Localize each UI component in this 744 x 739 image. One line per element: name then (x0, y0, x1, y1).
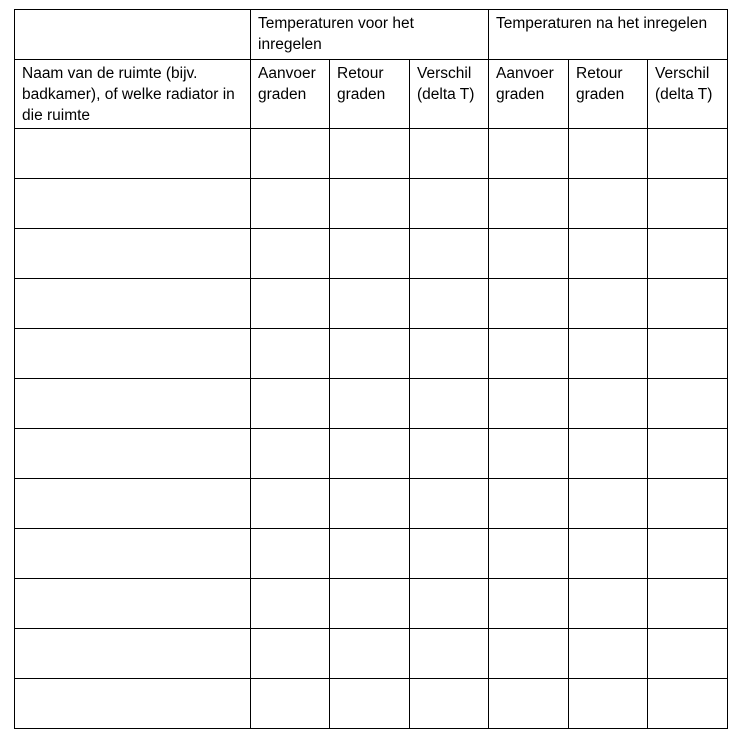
before-delta-cell (410, 529, 489, 579)
table-row (15, 179, 728, 229)
before-return-cell (330, 379, 410, 429)
after-return-cell (569, 179, 648, 229)
after-return-cell (569, 529, 648, 579)
after-return-cell (569, 229, 648, 279)
after-delta-cell (648, 179, 728, 229)
table-row (15, 679, 728, 729)
after-return-cell (569, 329, 648, 379)
table-row (15, 429, 728, 479)
room-name-cell (15, 679, 251, 729)
after-delta-cell (648, 579, 728, 629)
before-return-cell (330, 129, 410, 179)
after-return-cell (569, 429, 648, 479)
after-delta-cell (648, 629, 728, 679)
before-delta-cell (410, 429, 489, 479)
before-delta-cell (410, 279, 489, 329)
before-return-header: Retour graden (330, 60, 410, 129)
after-delta-header: Verschil (delta T) (648, 60, 728, 129)
room-name-cell (15, 429, 251, 479)
room-name-header: Naam van de ruimte (bijv. badkamer), of welke radiator in die ruimte (15, 60, 251, 129)
before-delta-cell (410, 479, 489, 529)
room-name-cell (15, 629, 251, 679)
before-supply-cell (251, 579, 330, 629)
before-return-cell (330, 579, 410, 629)
after-delta-cell (648, 529, 728, 579)
after-supply-cell (489, 329, 569, 379)
after-return-cell (569, 629, 648, 679)
table-row (15, 529, 728, 579)
before-group-header: Temperaturen voor het inregelen (251, 10, 489, 60)
before-supply-header: Aanvoer graden (251, 60, 330, 129)
table-row (15, 379, 728, 429)
before-delta-cell (410, 579, 489, 629)
before-delta-header: Verschil (delta T) (410, 60, 489, 129)
empty-corner-cell (15, 10, 251, 60)
group-header-row (15, 10, 728, 60)
after-supply-cell (489, 529, 569, 579)
after-supply-cell (489, 629, 569, 679)
after-return-cell (569, 379, 648, 429)
table-row (15, 629, 728, 679)
column-header-row (15, 60, 728, 129)
after-supply-cell (489, 129, 569, 179)
before-return-cell (330, 529, 410, 579)
room-name-cell (15, 529, 251, 579)
before-supply-cell (251, 179, 330, 229)
table-row (15, 129, 728, 179)
after-delta-cell (648, 329, 728, 379)
room-name-cell (15, 129, 251, 179)
table-row (15, 229, 728, 279)
before-delta-cell (410, 129, 489, 179)
before-return-cell (330, 229, 410, 279)
room-name-cell (15, 179, 251, 229)
after-group-header: Temperaturen na het inregelen (489, 10, 728, 60)
before-return-cell (330, 329, 410, 379)
before-supply-cell (251, 379, 330, 429)
before-supply-cell (251, 529, 330, 579)
after-delta-cell (648, 279, 728, 329)
room-name-cell (15, 229, 251, 279)
table-row (15, 279, 728, 329)
after-delta-cell (648, 479, 728, 529)
after-supply-cell (489, 279, 569, 329)
after-delta-cell (648, 679, 728, 729)
before-delta-cell (410, 179, 489, 229)
before-supply-cell (251, 329, 330, 379)
after-return-cell (569, 579, 648, 629)
after-supply-cell (489, 679, 569, 729)
after-supply-cell (489, 429, 569, 479)
before-return-cell (330, 429, 410, 479)
after-return-cell (569, 479, 648, 529)
after-supply-header: Aanvoer graden (489, 60, 569, 129)
room-name-cell (15, 329, 251, 379)
after-supply-cell (489, 479, 569, 529)
before-delta-cell (410, 329, 489, 379)
before-return-cell (330, 279, 410, 329)
temperature-form-table (14, 9, 728, 729)
before-supply-cell (251, 429, 330, 479)
after-delta-cell (648, 229, 728, 279)
after-supply-cell (489, 379, 569, 429)
before-return-cell (330, 179, 410, 229)
table-row (15, 329, 728, 379)
room-name-cell (15, 479, 251, 529)
before-supply-cell (251, 629, 330, 679)
before-delta-cell (410, 629, 489, 679)
before-delta-cell (410, 379, 489, 429)
before-supply-cell (251, 679, 330, 729)
room-name-cell (15, 579, 251, 629)
after-return-header: Retour graden (569, 60, 648, 129)
before-delta-cell (410, 229, 489, 279)
after-supply-cell (489, 229, 569, 279)
before-return-cell (330, 679, 410, 729)
room-name-cell (15, 379, 251, 429)
after-return-cell (569, 679, 648, 729)
after-delta-cell (648, 379, 728, 429)
table-row (15, 579, 728, 629)
after-return-cell (569, 279, 648, 329)
before-delta-cell (410, 679, 489, 729)
after-delta-cell (648, 429, 728, 479)
room-name-cell (15, 279, 251, 329)
before-supply-cell (251, 479, 330, 529)
before-supply-cell (251, 229, 330, 279)
before-supply-cell (251, 279, 330, 329)
after-supply-cell (489, 179, 569, 229)
before-supply-cell (251, 129, 330, 179)
after-supply-cell (489, 579, 569, 629)
before-return-cell (330, 479, 410, 529)
before-return-cell (330, 629, 410, 679)
after-delta-cell (648, 129, 728, 179)
table-row (15, 479, 728, 529)
after-return-cell (569, 129, 648, 179)
